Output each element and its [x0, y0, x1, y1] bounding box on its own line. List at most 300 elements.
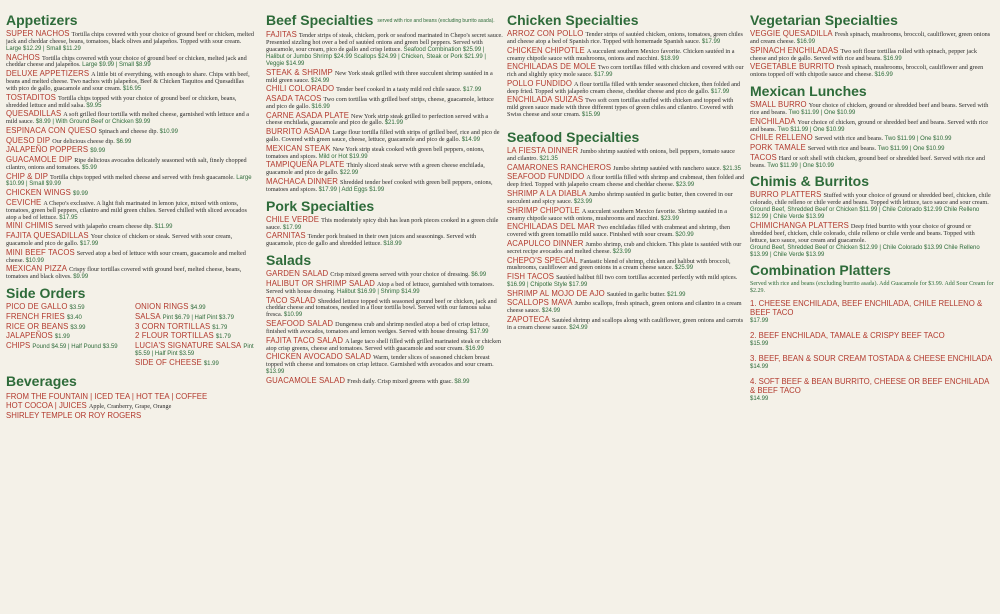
item-name: MEXICAN STEAK: [266, 143, 331, 153]
item-description: Two corn tortillas with grilled beef strips, cheese, guacamole, lettuce and pico de gallo.: [266, 95, 494, 110]
menu-item: [6, 190, 256, 198]
item-description: Jumbo shrimp sautéed with onions, bell peppers, tomato sauce and cilantro.: [507, 148, 735, 163]
menu-item: [6, 52, 256, 70]
menu-item: [507, 224, 745, 239]
item-description: New York strip steak cooked with green bell peppers, onions, tomatoes and spices.: [266, 145, 485, 160]
item-name: STEAK & SHRIMP: [266, 67, 333, 77]
item-name: GARDEN SALAD: [266, 269, 329, 279]
item-price: Two $11.99 | One $10.99: [884, 136, 952, 143]
item-name: MINI CHIMIS: [6, 221, 54, 231]
item-name: LUCIA'S SIGNATURE SALSA: [135, 340, 242, 350]
section-title: Combination Platters: [750, 262, 891, 279]
item-price: Two $11.99 | One $10.99: [767, 162, 835, 169]
combination-item: [750, 331, 994, 349]
item-description: Ripe delicious avocados delicately seasoned with salt, finely chopped cilantro, onions and tomatoes.: [6, 156, 247, 171]
item-price: $18.99: [660, 55, 679, 62]
item-description: A little bit of everything, with enough to share. Chips with beef, beans and melted cheese. Two nachos with jalapeños, Beef & Chicken Taquitos and Quesadillas with pico de gallo, guacamole and sour cream.: [6, 71, 250, 92]
item-name: SCALLOPS MAVA: [507, 298, 573, 308]
item-price: $10.99: [159, 128, 178, 135]
menu-item: [6, 111, 256, 126]
item-description: Served with jalapeño cream cheese dip.: [55, 223, 153, 231]
item-description: Served atop a bed of lettuce with sour cream, guacamole and melted cheese.: [6, 249, 246, 264]
item-price: $20.99: [675, 232, 694, 239]
menu-item: [266, 233, 503, 248]
item-description: Sautéed shrimp and scallops along with cauliflower, green onions and carrots in a cream cheese sauce.: [507, 317, 744, 331]
menu-item: [507, 64, 745, 79]
item-name: HALIBUT OR SHRIMP SALAD: [266, 278, 376, 288]
item-name: ONION RINGS: [135, 302, 189, 312]
item-price: $11.99: [154, 224, 173, 231]
item-name: SEAFOOD SALAD: [266, 319, 334, 329]
menu-item: [266, 295, 503, 320]
item-name: RICE OR BEANS: [6, 321, 69, 331]
item-name: TACO SALAD: [266, 295, 316, 305]
menu-item: [6, 71, 256, 93]
item-description: Your choice of chicken, ground or shredded beef and beans. Served with rice and beans.: [750, 118, 988, 133]
item-name: BURRO PLATTERS: [750, 190, 822, 200]
item-description: A flour tortilla filled with shrimp and crabmeat, then folded and deep fried. Topped with jalapeño cream cheese and cheddar cheese.: [507, 174, 745, 189]
item-price: Ground Beef, Shredded Beef or Chicken $12.99 | Chile Colorado $13.99 Chile Relleno $13.99 | Chile Verde $13.99: [750, 244, 980, 258]
item-price: $6.99: [116, 138, 132, 145]
menu-item: [750, 142, 994, 153]
side-order-item: [135, 340, 256, 358]
combination-item: [750, 354, 994, 372]
menu-item: [507, 148, 745, 163]
item-price: Mild or Hot $19.99: [318, 153, 368, 160]
item-name: TOSTADITOS: [6, 92, 56, 102]
menu-item: [507, 78, 745, 96]
item-price: $17.95: [59, 214, 78, 221]
item-name: GUACAMOLE SALAD: [266, 375, 346, 385]
item-price: $22.99: [339, 170, 359, 177]
item-description: Jumbo shrimp, crab and chicken. This plate is sautéed with our secret recipe avocados and melted cheese.: [507, 240, 742, 255]
beef-specialties-section: [266, 12, 503, 194]
item-description: Two soft corn tortillas stuffed with chicken and topped with mild green sauce made with three different types of green chiles and cilantro. Covered with Swiss cheese and sour cream.: [507, 97, 734, 119]
combination-note: Served with rice and beans (excluding burrito asada). Add Guacamole for $3.99. Add Sour Cream for $2.29.: [750, 281, 994, 295]
item-price: $17.99: [463, 87, 482, 94]
item-price: Large $10.99 | Small $9.99: [6, 174, 252, 188]
menu-item: [750, 31, 994, 46]
section-title: Side Orders: [6, 285, 86, 302]
item-name: CARNITAS: [266, 231, 306, 241]
menu-item: [507, 238, 745, 256]
item-description: A succulent southern Mexico favorite. Chicken sautéed in a creamy chipotle sauce with mushrooms, onions and zucchini.: [507, 47, 735, 62]
combination-platters-section: [750, 262, 994, 404]
item-description: A large taco shell filled with grilled marinated steak or chicken atop crisp greens, cheese and tomatoes. Served with guacamole and sour cream.: [266, 337, 501, 352]
item-price: $9.99: [72, 191, 88, 198]
item-name: CHICKEN WINGS: [6, 188, 71, 198]
chicken-specialties-section: [507, 12, 745, 119]
item-price: $17.99: [282, 224, 302, 231]
item-description: Two corn tortillas filled with chicken and covered with our rich and slightly spicy mole sauce.: [507, 64, 744, 79]
item-price: $24.99: [569, 324, 588, 331]
menu-item: [6, 92, 256, 110]
combination-item: [750, 377, 994, 404]
item-description: Tender pork braised in their own juices and seasonings. Served with guacamole, pico de gallo and shredded lettuce.: [266, 233, 477, 248]
item-name: TACOS: [750, 152, 777, 162]
menu-item: [266, 354, 503, 376]
item-name: JALAPEÑO POPPERS: [6, 145, 89, 155]
item-name: FISH TACOS: [507, 272, 555, 282]
item-name: 4. SOFT BEEF & BEAN BURRITO, CHEESE OR BEEF ENCHILADA & BEEF TACO: [750, 377, 989, 396]
side-orders-section: [6, 285, 256, 369]
item-name: JALAPEÑOS: [6, 331, 53, 341]
item-name: ENCHILADAS DEL MAR: [507, 222, 596, 232]
item-description: Tortilla chips topped with your choice of ground beef or chicken, beans, shredded lettuce and mild salsa.: [6, 94, 237, 109]
menu-item: [266, 271, 503, 279]
menu-item: [266, 86, 503, 94]
menu-item: [6, 125, 256, 136]
menu-item: [507, 31, 745, 46]
item-price: $9.99: [90, 148, 106, 155]
item-price: $8.99: [454, 378, 470, 385]
item-price: $1.99: [54, 334, 70, 341]
menu-item: [266, 214, 503, 232]
item-name: ENCHILADA: [750, 116, 796, 126]
menu-item: [266, 129, 503, 144]
item-name: PICO DE GALLO: [6, 302, 68, 312]
item-description: Jumbo scallops, fresh spinach, green onions and cilantro in a cream cheese sauce.: [507, 300, 742, 315]
item-name: CHIMICHANGA PLATTERS: [750, 220, 849, 230]
vegetarian-specialties-section: [750, 12, 994, 79]
item-name: ARROZ CON POLLO: [507, 29, 584, 38]
item-description: A Chepo's exclusive. A light fish marinated in lemon juice, mixed with onions, tomatoes, green bell peppers, cilantro and mild green chilies. Served chilled with sliced avocados atop a bed of lettuce.: [6, 199, 247, 221]
item-price: $17.99: [594, 72, 613, 79]
section-title: Chimis & Burritos: [750, 173, 870, 190]
item-description: Sautéed halibut fill two corn tortillas accented perfectly with mild spices.: [556, 274, 738, 282]
seafood-specialties-section: [507, 129, 745, 332]
item-price: $23.99: [660, 215, 679, 222]
column-2: [266, 8, 503, 608]
menu-item: [266, 162, 503, 177]
item-price: $17.99 | Add Eggs $1.99: [318, 186, 385, 193]
item-price: $16.99: [796, 38, 816, 45]
item-name: SUPER NACHOS: [6, 29, 70, 38]
menu-item: [266, 176, 503, 194]
item-name: MACHACA DINNER: [266, 176, 339, 186]
item-description: Tender strips of steak, chicken, pork or seafood marinated in Chepo's secret sauce. Presented sizzling hot over a bed of sautéed onions and green bell peppers. Served with guacamole, sour cream, pico de gallo and crisp lettuce.: [266, 32, 503, 54]
item-price: $25.99: [674, 265, 694, 272]
item-price: $10.99: [283, 312, 303, 319]
item-price: $16.99: [311, 103, 330, 110]
item-name: MINI BEEF TACOS: [6, 247, 75, 257]
menu-item: [266, 335, 503, 353]
item-price: Pint $6.79 | Half Pint $3.79: [162, 314, 234, 321]
menu-item: [750, 64, 994, 79]
beverages-section: [6, 373, 256, 420]
menu-item: [266, 32, 503, 68]
item-price: $16.95: [122, 85, 142, 92]
menu-item: [507, 300, 745, 315]
menu-item: [750, 102, 994, 117]
item-description: Tender beef cooked in a tasty mild red chile sauce.: [336, 86, 462, 94]
item-price: $8.99 | With Ground Beef or Chicken $9.99: [35, 119, 151, 126]
menu-item: [266, 278, 503, 296]
menu-item: [266, 93, 503, 111]
menu-item: [266, 110, 503, 128]
item-description: Jumbo shrimp sautéed in garlic butter, then covered in our succulent and spicy sauce.: [507, 191, 733, 205]
beverage-line: [6, 401, 256, 411]
item-price: $3.99: [70, 324, 86, 331]
item-name: CHEPO'S SPECIAL: [507, 255, 579, 265]
item-price: $24.99: [541, 308, 561, 315]
beverage-desc: Apple, Cranberry, Grape, Orange: [88, 403, 172, 411]
item-description: A flour tortilla filled with tender seasoned chicken, then folded and deep fried. Topped with jalapeño cream cheese, cheddar cheese and pico de gallo.: [507, 80, 741, 95]
item-name: VEGGIE QUESADILLA: [750, 29, 833, 38]
column-4: [750, 8, 994, 608]
section-title-text: Beef Specialties: [266, 12, 374, 28]
menu-item: [750, 116, 994, 134]
item-description: Stuffed with your choice of ground or shredded beef, chicken, chile colorado, chile relleno or chile verde and beans. Topped with lettuce, taco sauce and sour cream.: [750, 192, 991, 207]
item-description: Dungeness crab and shrimp nestled atop a bed of crisp lettuce, finished with avocados, tomatoes and lemon wedges. Served with house dressing.: [266, 321, 490, 335]
item-name: QUESADILLAS: [6, 109, 62, 119]
item-description: Served with rice and beans.: [814, 135, 884, 143]
chimis-burritos-section: [750, 173, 994, 258]
item-description: Your choice of chicken, ground or shredded beef and beans. Served with rice and beans.: [750, 102, 989, 116]
beverage-line: SHIRLEY TEMPLE OR ROY ROGERS: [6, 411, 142, 421]
section-title: Vegetarian Specialties: [750, 12, 898, 28]
item-description: Hard or soft shell with chicken, ground beef or shredded beef. Served with rice and beans.: [750, 154, 985, 169]
item-name: GUACAMOLE DIP: [6, 154, 73, 164]
item-name: SHRIMP CHIPOTLE: [507, 205, 580, 215]
item-description: Spinach and cheese dip.: [98, 127, 159, 135]
item-description: Your choice of chicken or steak. Served with sour cream, guacamole and pico de gallo.: [6, 233, 233, 248]
item-name: 2 FLOUR TORTILLAS: [135, 331, 214, 341]
item-name: BURRITO ASADA: [266, 127, 331, 137]
combination-item: [750, 299, 994, 326]
item-price: $1.79: [215, 334, 231, 341]
item-name: ENCHILADAS DE MOLE: [507, 62, 596, 72]
item-name: DELUXE APPETIZERS: [6, 69, 90, 79]
menu-item: [750, 45, 994, 63]
menu-item: [6, 171, 256, 189]
item-price: $5.99: [81, 164, 97, 171]
item-price: Large $12.29 | Small $11.29: [6, 45, 81, 52]
item-description: Atop a bed of lettuce, garnished with tomatoes. Served with house dressing.: [266, 280, 495, 295]
item-price: $9.95: [86, 102, 102, 109]
section-title: Mexican Lunches: [750, 83, 867, 100]
item-description: Two enchiladas filled with crabmeat and shrimp, then covered with green tomatillo mild sauce. Finished with sour cream.: [507, 224, 731, 239]
menu-item: [6, 147, 256, 155]
item-price: $1.79: [212, 324, 228, 331]
item-price: $23.99: [612, 248, 632, 255]
item-name: SMALL BURRO: [750, 100, 807, 110]
section-title: Beverages: [6, 373, 77, 390]
item-price: $3.59: [69, 305, 85, 312]
item-name: 3. BEEF, BEAN & SOUR CREAM TOSTADA & CHEESE ENCHILADA: [750, 354, 993, 364]
item-name: CAMARONES RANCHEROS: [507, 162, 612, 172]
appetizers-section: [6, 12, 256, 281]
side-order-item: [135, 311, 256, 322]
menu-item: [266, 67, 503, 85]
item-price: $15.99: [750, 341, 769, 348]
item-price: $17.99: [79, 241, 99, 248]
menu-item: [6, 154, 256, 172]
item-price: Ground Beef, Shredded Beef or Chicken $11.99 | Chile Colorado $12.99 Chile Relleno $12.99 | Chile Verde $13.99: [750, 207, 980, 221]
section-title: Salads: [266, 252, 312, 269]
item-name: NACHOS: [6, 52, 40, 62]
menu-item: [507, 45, 745, 63]
item-price: $16.99: [874, 72, 893, 79]
item-price: $15.99: [581, 112, 601, 119]
item-description: This moderately spicy dish has lean pork pieces cooked in a green chile sauce.: [266, 216, 499, 231]
menu-item: [507, 205, 745, 223]
item-description: A soft grilled flour tortilla with melted cheese, garnished with lettuce and a mild sauce.: [6, 111, 250, 126]
beverage-name: HOT COCOA | JUICES: [6, 401, 87, 411]
menu-item: [750, 192, 994, 221]
item-description: Warm, tender slices of seasoned chicken breast topped with cheese and tomatoes on crisp lettuce. Garnished with avocados and sour cream.: [266, 354, 494, 369]
item-name: SEAFOOD FUNDIDO: [507, 172, 585, 182]
item-price: $17.99: [470, 328, 489, 335]
item-name: 1. CHEESE ENCHILADA, BEEF ENCHILADA, CHILE RELLENO & BEEF TACO: [750, 299, 983, 318]
item-name: CHICKEN CHIPOTLE: [507, 45, 585, 55]
menu-item: [507, 191, 745, 206]
side-order-item: [135, 304, 256, 312]
item-price: $24.99: [311, 77, 330, 84]
item-name: FAJITAS: [266, 30, 297, 40]
item-description: Crispy flour tortillas covered with ground beef, melted cheese, beans, tomatoes and black olives.: [6, 266, 242, 281]
section-subtitle: served with rice and beans (excluding burrito asada).: [377, 18, 495, 25]
side-order-item: [6, 340, 127, 351]
item-name: TAMPIQUEÑA PLATE: [266, 160, 345, 170]
item-price: $14.99: [750, 364, 769, 371]
item-price: $21.99: [667, 291, 686, 298]
item-price: $3.40: [66, 314, 82, 321]
item-description: Shredded tender beef cooked with green bell peppers, onions, tomatoes and spices.: [266, 178, 493, 193]
item-description: Fantastic blend of shrimp, chicken and halibut with broccoli, mushrooms, cauliflower and green onions in a cream cheese sauce.: [507, 257, 731, 272]
menu-item: [266, 143, 503, 161]
item-price: $21.99: [384, 120, 404, 127]
item-price: Seafood Combination $25.99 | Halibut or Jumbo Shrimp $24.99 Scallops $24.99 | Chicken, Steak or Pork $21.99 | Veggie $14.99: [266, 47, 486, 67]
column-1: [6, 8, 256, 608]
section-title: Seafood Specialties: [507, 129, 640, 146]
menu-item: [507, 317, 745, 332]
item-price: $17.99: [710, 88, 730, 95]
item-price: Halibut $16.99 | Shrimp $14.99: [336, 288, 420, 295]
item-name: 3 CORN TORTILLAS: [135, 321, 211, 331]
menu-item: [266, 321, 503, 336]
item-description: Large flour tortilla filled with strips of grilled beef, rice and pico de gallo. Covered with green sauce, cheese, lettuce, guacamole and pico de gallo.: [266, 129, 500, 144]
item-description: Our delicious cheese dip.: [52, 137, 115, 145]
item-description: Two soft flour tortillas rolled with spinach, pepper jack cheese and pico de gallo. Served with rice and beans.: [750, 47, 977, 62]
section-title: [266, 12, 503, 29]
item-description: Shredded lettuce topped with seasoned ground beef or chicken, jack and cheddar cheese and tomatoes, nestled in a flour tortilla bowl. Served with our famous salsa fresca.: [266, 297, 497, 319]
beverage-line: FROM THE FOUNTAIN | ICED TEA | HOT TEA | COFFEE: [6, 392, 208, 402]
item-name: FAJITA TACO SALAD: [266, 335, 344, 345]
side-order-item: [135, 357, 256, 368]
item-price: $23.99: [573, 198, 593, 205]
item-name: ASADA TACOS: [266, 93, 322, 103]
item-description: New York steak grilled with three succulent shrimp sautéed in a mild green sauce.: [266, 69, 493, 84]
menu-item: [6, 31, 256, 53]
item-price: Two $11.99 | One $10.99: [777, 126, 845, 133]
section-title: Appetizers: [6, 12, 78, 28]
menu-item: [6, 197, 256, 222]
item-description: Served with rice and beans.: [807, 144, 877, 152]
item-name: CEVICHE: [6, 197, 42, 207]
side-order-item: [6, 311, 127, 322]
item-price: Pint $5.59 | Half Pint $3.59: [135, 343, 254, 357]
item-description: Thinly sliced steak serve with a green cheese enchilada, guacamole and pico de gallo.: [266, 162, 485, 177]
side-order-item: [6, 304, 127, 312]
item-price: $18.99: [383, 241, 402, 248]
menu-item: [750, 135, 994, 143]
item-name: ESPINACA CON QUESO: [6, 125, 97, 135]
item-price: Large $9.99 | Small $8.99: [82, 62, 151, 69]
item-description: A succulent southern Mexico favorite. Shrimp sautéed in a creamy chipotle sauce with onions, mushrooms and zucchini.: [507, 207, 728, 222]
item-price: $14.99: [750, 396, 769, 403]
item-name: ENCHILADA SUIZAS: [507, 95, 584, 105]
menu-item: [750, 220, 994, 259]
item-price: $16.99: [465, 345, 484, 352]
salads-section: [266, 252, 503, 385]
item-description: Tender strips of sautéed chicken, onions, tomatoes, green chiles and cheese atop a bed of Spanish rice. Topped with homemade Spanish sauce.: [507, 31, 743, 45]
menu-item: [6, 266, 256, 281]
item-name: 2. BEEF ENCHILADA, TAMALE & CRISPY BEEF TACO: [750, 331, 945, 341]
item-price: $9.99: [73, 274, 89, 281]
item-price: $21.35: [722, 165, 741, 172]
item-name: CHILE VERDE: [266, 214, 320, 224]
item-name: QUESO DIP: [6, 135, 51, 145]
side-order-item: [6, 333, 127, 341]
item-price: $10.99: [25, 257, 44, 264]
item-name: CHIP & DIP: [6, 171, 49, 181]
item-description: New York strip steak grilled to perfection served with a cheese enchilada, guacamole and pico de gallo.: [266, 112, 489, 127]
mexican-lunches-section: [750, 83, 994, 169]
item-price: $14.99: [461, 137, 481, 144]
item-name: SPINACH ENCHILADAS: [750, 45, 839, 55]
item-description: Tortilla chips topped with melted cheese and served with fresh guacamole.: [50, 173, 235, 181]
item-name: SHRIMP A LA DIABLA: [507, 189, 587, 199]
item-name: MEXICAN PIZZA: [6, 264, 68, 274]
item-description: Fresh spinach, mushrooms, broccoli, cauliflower and green onions topped off with chipotle sauce and cheese.: [750, 64, 984, 79]
item-price: $4.99: [190, 305, 206, 312]
item-name: ACAPULCO DINNER: [507, 238, 584, 248]
item-price: $23.99: [675, 182, 695, 189]
column-3: [507, 8, 745, 608]
item-price: Pound $4.59 | Half Pound $3.59: [32, 343, 118, 350]
item-name: FRENCH FRIES: [6, 311, 65, 321]
item-price: $6.99: [471, 272, 487, 279]
item-name: SHRIMP AL MOJO DE AJO: [507, 288, 605, 298]
item-name: ZAPOTECA: [507, 315, 550, 325]
menu-item: [507, 97, 745, 119]
item-name: PORK TAMALE: [750, 142, 806, 152]
item-name: FAJITA QUESADILLAS: [6, 231, 89, 241]
item-price: $16.99: [883, 55, 902, 62]
item-price: $17.99: [750, 318, 769, 325]
item-description: Deep fried burrito with your choice of ground or shredded beef, chicken, chile colorado, chile relleno or chile verde and beans. Topped with lettuce, taco sauce, sour cream and guacamole.: [750, 222, 975, 244]
item-price: $17.99: [701, 38, 721, 45]
item-name: LA FIESTA DINNER: [507, 146, 579, 156]
item-name: CHILE RELLENO: [750, 133, 813, 143]
menu-item: [507, 255, 745, 273]
item-description: Tortilla chips covered with your choice of ground beef or chicken, melted jack and cheddar cheese and jalapeños.: [6, 54, 247, 69]
menu-item: [6, 247, 256, 265]
item-name: CHIPS: [6, 340, 31, 350]
menu-item: [507, 174, 745, 189]
item-name: SIDE OF CHEESE: [135, 357, 202, 367]
item-name: VEGETABLE BURRITO: [750, 62, 835, 72]
item-price: $16.99 | Chipotle Style $17.99: [507, 282, 588, 289]
item-description: Fresh spinach, mushrooms, broccoli, cauliflower, green onions and cream cheese.: [750, 31, 991, 45]
item-description: Sautéed in garlic butter.: [606, 290, 666, 298]
menu-item: [266, 375, 503, 386]
item-name: CARNE ASADA PLATE: [266, 110, 350, 120]
pork-specialties-section: [266, 198, 503, 248]
item-description: Fresh daily. Crisp mixed greens with guac.: [347, 377, 453, 385]
section-title: Chicken Specialties: [507, 12, 639, 28]
